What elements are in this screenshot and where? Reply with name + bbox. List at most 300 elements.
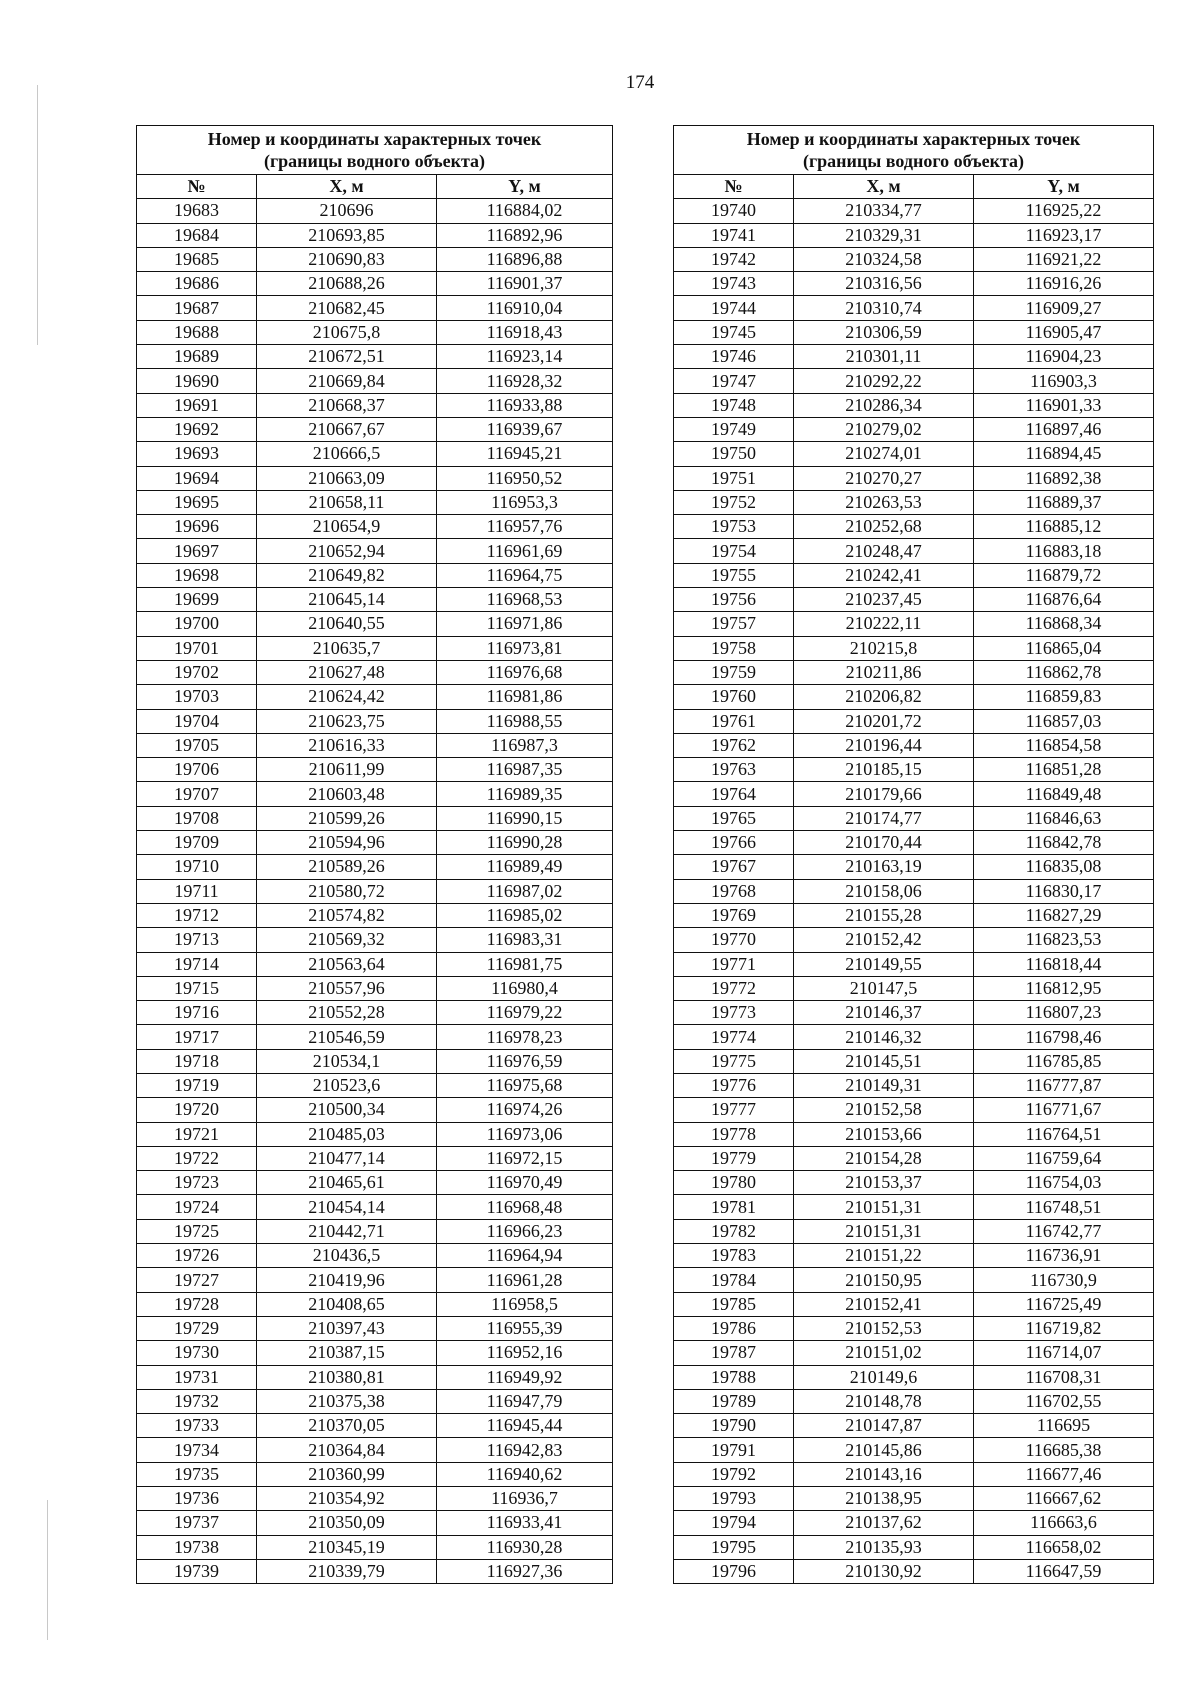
y-coordinate-cell: 116695 [974, 1414, 1154, 1438]
y-coordinate-cell: 116771,67 [974, 1098, 1154, 1122]
point-number-cell: 19692 [137, 417, 257, 441]
y-coordinate-cell: 116928,32 [437, 369, 613, 393]
y-coordinate-cell: 116714,07 [974, 1341, 1154, 1365]
point-number-cell: 19771 [674, 952, 794, 976]
table-row [674, 1195, 1154, 1219]
point-number-cell: 19753 [674, 515, 794, 539]
column-header-y: Y, м [974, 175, 1154, 199]
point-number-cell: 19695 [137, 490, 257, 514]
table-row [137, 442, 613, 466]
y-coordinate-cell: 116947,79 [437, 1389, 613, 1413]
x-coordinate-cell: 210370,05 [257, 1414, 437, 1438]
x-coordinate-cell: 210589,26 [257, 855, 437, 879]
point-number-cell: 19688 [137, 320, 257, 344]
y-coordinate-cell: 116945,21 [437, 442, 613, 466]
x-coordinate-cell: 210477,14 [257, 1146, 437, 1170]
table-row [674, 831, 1154, 855]
y-coordinate-cell: 116854,58 [974, 733, 1154, 757]
point-number-cell: 19698 [137, 563, 257, 587]
x-coordinate-cell: 210237,45 [794, 588, 974, 612]
table-row [674, 1001, 1154, 1025]
table-row [137, 709, 613, 733]
y-coordinate-cell: 116892,96 [437, 223, 613, 247]
y-coordinate-cell: 116971,86 [437, 612, 613, 636]
point-number-cell: 19752 [674, 490, 794, 514]
point-number-cell: 19687 [137, 296, 257, 320]
table-row [137, 223, 613, 247]
x-coordinate-cell: 210594,96 [257, 831, 437, 855]
y-coordinate-cell: 116896,88 [437, 247, 613, 271]
table-row [137, 636, 613, 660]
table-row [137, 1049, 613, 1073]
table-caption [137, 126, 613, 175]
x-coordinate-cell: 210147,5 [794, 976, 974, 1000]
x-coordinate-cell: 210649,82 [257, 563, 437, 587]
x-coordinate-cell: 210185,15 [794, 758, 974, 782]
table-row [137, 758, 613, 782]
y-coordinate-cell: 116985,02 [437, 903, 613, 927]
point-number-cell: 19708 [137, 806, 257, 830]
y-coordinate-cell: 116903,3 [974, 369, 1154, 393]
x-coordinate-cell: 210215,8 [794, 636, 974, 660]
x-coordinate-cell: 210152,58 [794, 1098, 974, 1122]
point-number-cell: 19732 [137, 1389, 257, 1413]
x-coordinate-cell: 210669,84 [257, 369, 437, 393]
point-number-cell: 19793 [674, 1487, 794, 1511]
y-coordinate-cell: 116927,36 [437, 1559, 613, 1583]
x-coordinate-cell: 210152,42 [794, 928, 974, 952]
x-coordinate-cell: 210329,31 [794, 223, 974, 247]
point-number-cell: 19731 [137, 1365, 257, 1389]
x-coordinate-cell: 210546,59 [257, 1025, 437, 1049]
point-number-cell: 19761 [674, 709, 794, 733]
y-coordinate-cell: 116905,47 [974, 320, 1154, 344]
point-number-cell: 19685 [137, 247, 257, 271]
point-number-cell: 19702 [137, 660, 257, 684]
y-coordinate-cell: 116807,23 [974, 1001, 1154, 1025]
y-coordinate-cell: 116981,86 [437, 685, 613, 709]
table-row [137, 1219, 613, 1243]
point-number-cell: 19770 [674, 928, 794, 952]
point-number-cell: 19765 [674, 806, 794, 830]
y-coordinate-cell: 116974,26 [437, 1098, 613, 1122]
table-row [137, 1025, 613, 1049]
point-number-cell: 19789 [674, 1389, 794, 1413]
x-coordinate-cell: 210147,87 [794, 1414, 974, 1438]
caption-line-2: (границы водного объекта) [263, 151, 486, 171]
x-coordinate-cell: 210274,01 [794, 442, 974, 466]
column-header-y: Y, м [437, 175, 613, 199]
table-row [137, 879, 613, 903]
x-coordinate-cell: 210179,66 [794, 782, 974, 806]
y-coordinate-cell: 116901,37 [437, 272, 613, 296]
point-number-cell: 19783 [674, 1244, 794, 1268]
x-coordinate-cell: 210696 [257, 199, 437, 223]
y-coordinate-cell: 116862,78 [974, 660, 1154, 684]
y-coordinate-cell: 116966,23 [437, 1219, 613, 1243]
table-row [137, 272, 613, 296]
caption-line-1: Номер и координаты характерных точек [746, 129, 1081, 149]
y-coordinate-cell: 116812,95 [974, 976, 1154, 1000]
point-number-cell: 19779 [674, 1146, 794, 1170]
x-coordinate-cell: 210623,75 [257, 709, 437, 733]
x-coordinate-cell: 210301,11 [794, 345, 974, 369]
x-coordinate-cell: 210252,68 [794, 515, 974, 539]
table-row [137, 1001, 613, 1025]
y-coordinate-cell: 116953,3 [437, 490, 613, 514]
point-number-cell: 19684 [137, 223, 257, 247]
table-row [674, 369, 1154, 393]
point-number-cell: 19772 [674, 976, 794, 1000]
x-coordinate-cell: 210485,03 [257, 1122, 437, 1146]
x-coordinate-cell: 210397,43 [257, 1316, 437, 1340]
y-coordinate-cell: 116949,92 [437, 1365, 613, 1389]
x-coordinate-cell: 210654,9 [257, 515, 437, 539]
table-row [674, 952, 1154, 976]
x-coordinate-cell: 210624,42 [257, 685, 437, 709]
page-number: 174 [625, 72, 655, 93]
table-row [137, 928, 613, 952]
y-coordinate-cell: 116857,03 [974, 709, 1154, 733]
table-row [674, 685, 1154, 709]
y-coordinate-cell: 116785,85 [974, 1049, 1154, 1073]
point-number-cell: 19704 [137, 709, 257, 733]
y-coordinate-cell: 116677,46 [974, 1462, 1154, 1486]
y-coordinate-cell: 116973,06 [437, 1122, 613, 1146]
point-number-cell: 19689 [137, 345, 257, 369]
point-number-cell: 19751 [674, 466, 794, 490]
point-number-cell: 19767 [674, 855, 794, 879]
table-row [137, 1244, 613, 1268]
point-number-cell: 19760 [674, 685, 794, 709]
x-coordinate-cell: 210263,53 [794, 490, 974, 514]
table-row [674, 588, 1154, 612]
point-number-cell: 19774 [674, 1025, 794, 1049]
x-coordinate-cell: 210174,77 [794, 806, 974, 830]
y-coordinate-cell: 116685,38 [974, 1438, 1154, 1462]
table-body [137, 199, 613, 1584]
x-coordinate-cell: 210151,31 [794, 1195, 974, 1219]
point-number-cell: 19758 [674, 636, 794, 660]
x-coordinate-cell: 210557,96 [257, 976, 437, 1000]
y-coordinate-cell: 116933,88 [437, 393, 613, 417]
y-coordinate-cell: 116987,02 [437, 879, 613, 903]
y-coordinate-cell: 116955,39 [437, 1316, 613, 1340]
point-number-cell: 19735 [137, 1462, 257, 1486]
x-coordinate-cell: 210292,22 [794, 369, 974, 393]
point-number-cell: 19693 [137, 442, 257, 466]
table-row [674, 247, 1154, 271]
point-number-cell: 19754 [674, 539, 794, 563]
x-coordinate-cell: 210310,74 [794, 296, 974, 320]
point-number-cell: 19715 [137, 976, 257, 1000]
point-number-cell: 19790 [674, 1414, 794, 1438]
point-number-cell: 19747 [674, 369, 794, 393]
y-coordinate-cell: 116876,64 [974, 588, 1154, 612]
table-row [674, 879, 1154, 903]
table-row [674, 636, 1154, 660]
x-coordinate-cell: 210148,78 [794, 1389, 974, 1413]
x-coordinate-cell: 210675,8 [257, 320, 437, 344]
table-row [137, 417, 613, 441]
x-coordinate-cell: 210339,79 [257, 1559, 437, 1583]
point-number-cell: 19778 [674, 1122, 794, 1146]
y-coordinate-cell: 116842,78 [974, 831, 1154, 855]
x-coordinate-cell: 210645,14 [257, 588, 437, 612]
x-coordinate-cell: 210552,28 [257, 1001, 437, 1025]
point-number-cell: 19710 [137, 855, 257, 879]
y-coordinate-cell: 116725,49 [974, 1292, 1154, 1316]
point-number-cell: 19729 [137, 1316, 257, 1340]
x-coordinate-cell: 210627,48 [257, 660, 437, 684]
caption-line-2: (границы водного объекта) [802, 151, 1025, 171]
table-row [674, 976, 1154, 1000]
x-coordinate-cell: 210534,1 [257, 1049, 437, 1073]
point-number-cell: 19722 [137, 1146, 257, 1170]
x-coordinate-cell: 210580,72 [257, 879, 437, 903]
table-row [137, 1341, 613, 1365]
x-coordinate-cell: 210658,11 [257, 490, 437, 514]
point-number-cell: 19766 [674, 831, 794, 855]
table-row [137, 393, 613, 417]
point-number-cell: 19750 [674, 442, 794, 466]
point-number-cell: 19726 [137, 1244, 257, 1268]
y-coordinate-cell: 116910,04 [437, 296, 613, 320]
y-coordinate-cell: 116968,53 [437, 588, 613, 612]
y-coordinate-cell: 116859,83 [974, 685, 1154, 709]
y-coordinate-cell: 116979,22 [437, 1001, 613, 1025]
x-coordinate-cell: 210248,47 [794, 539, 974, 563]
x-coordinate-cell: 210599,26 [257, 806, 437, 830]
table-row [137, 1098, 613, 1122]
x-coordinate-cell: 210145,86 [794, 1438, 974, 1462]
y-coordinate-cell: 116889,37 [974, 490, 1154, 514]
x-coordinate-cell: 210146,37 [794, 1001, 974, 1025]
y-coordinate-cell: 116764,51 [974, 1122, 1154, 1146]
y-coordinate-cell: 116990,28 [437, 831, 613, 855]
table-row [674, 1316, 1154, 1340]
y-coordinate-cell: 116950,52 [437, 466, 613, 490]
x-coordinate-cell: 210663,09 [257, 466, 437, 490]
table-row [137, 1559, 613, 1583]
point-number-cell: 19721 [137, 1122, 257, 1146]
x-coordinate-cell: 210149,31 [794, 1073, 974, 1097]
x-coordinate-cell: 210306,59 [794, 320, 974, 344]
y-coordinate-cell: 116957,76 [437, 515, 613, 539]
point-number-cell: 19759 [674, 660, 794, 684]
table-row [674, 1171, 1154, 1195]
table-row [137, 1487, 613, 1511]
x-coordinate-cell: 210196,44 [794, 733, 974, 757]
y-coordinate-cell: 116868,34 [974, 612, 1154, 636]
table-row [137, 1073, 613, 1097]
y-coordinate-cell: 116975,68 [437, 1073, 613, 1097]
table-row [674, 1511, 1154, 1535]
table-row [137, 247, 613, 271]
table-row [137, 515, 613, 539]
point-number-cell: 19696 [137, 515, 257, 539]
y-coordinate-cell: 116754,03 [974, 1171, 1154, 1195]
table-body [674, 199, 1154, 1584]
y-coordinate-cell: 116883,18 [974, 539, 1154, 563]
y-coordinate-cell: 116987,35 [437, 758, 613, 782]
x-coordinate-cell: 210652,94 [257, 539, 437, 563]
point-number-cell: 19782 [674, 1219, 794, 1243]
x-coordinate-cell: 210316,56 [794, 272, 974, 296]
x-coordinate-cell: 210242,41 [794, 563, 974, 587]
table-row [137, 539, 613, 563]
caption-line-1: Номер и координаты характерных точек [207, 129, 542, 149]
y-coordinate-cell: 116976,59 [437, 1049, 613, 1073]
point-number-cell: 19701 [137, 636, 257, 660]
x-coordinate-cell: 210150,95 [794, 1268, 974, 1292]
y-coordinate-cell: 116933,41 [437, 1511, 613, 1535]
y-coordinate-cell: 116964,94 [437, 1244, 613, 1268]
table-row [137, 660, 613, 684]
table-row [137, 976, 613, 1000]
x-coordinate-cell: 210442,71 [257, 1219, 437, 1243]
point-number-cell: 19775 [674, 1049, 794, 1073]
y-coordinate-cell: 116667,62 [974, 1487, 1154, 1511]
table-row [674, 442, 1154, 466]
table-row [137, 1146, 613, 1170]
table-row [137, 1511, 613, 1535]
x-coordinate-cell: 210563,64 [257, 952, 437, 976]
x-coordinate-cell: 210603,48 [257, 782, 437, 806]
table-row [674, 223, 1154, 247]
table-row [674, 515, 1154, 539]
x-coordinate-cell: 210334,77 [794, 199, 974, 223]
x-coordinate-cell: 210279,02 [794, 417, 974, 441]
x-coordinate-cell: 210151,22 [794, 1244, 974, 1268]
point-number-cell: 19724 [137, 1195, 257, 1219]
point-number-cell: 19762 [674, 733, 794, 757]
x-coordinate-cell: 210130,92 [794, 1559, 974, 1583]
table-row [137, 685, 613, 709]
y-coordinate-cell: 116939,67 [437, 417, 613, 441]
point-number-cell: 19733 [137, 1414, 257, 1438]
point-number-cell: 19769 [674, 903, 794, 927]
point-number-cell: 19791 [674, 1438, 794, 1462]
x-coordinate-cell: 210211,86 [794, 660, 974, 684]
y-coordinate-cell: 116897,46 [974, 417, 1154, 441]
x-coordinate-cell: 210574,82 [257, 903, 437, 927]
y-coordinate-cell: 116846,63 [974, 806, 1154, 830]
x-coordinate-cell: 210149,55 [794, 952, 974, 976]
x-coordinate-cell: 210635,7 [257, 636, 437, 660]
point-number-cell: 19763 [674, 758, 794, 782]
x-coordinate-cell: 210155,28 [794, 903, 974, 927]
point-number-cell: 19691 [137, 393, 257, 417]
y-coordinate-cell: 116961,28 [437, 1268, 613, 1292]
table-row [137, 1268, 613, 1292]
x-coordinate-cell: 210158,06 [794, 879, 974, 903]
y-coordinate-cell: 116989,49 [437, 855, 613, 879]
x-coordinate-cell: 210364,84 [257, 1438, 437, 1462]
table-row [674, 1244, 1154, 1268]
table-row [674, 903, 1154, 927]
table-row [137, 903, 613, 927]
point-number-cell: 19703 [137, 685, 257, 709]
point-number-cell: 19725 [137, 1219, 257, 1243]
x-coordinate-cell: 210693,85 [257, 223, 437, 247]
y-coordinate-cell: 116879,72 [974, 563, 1154, 587]
x-coordinate-cell: 210682,45 [257, 296, 437, 320]
point-number-cell: 19741 [674, 223, 794, 247]
y-coordinate-cell: 116777,87 [974, 1073, 1154, 1097]
y-coordinate-cell: 116708,31 [974, 1365, 1154, 1389]
y-coordinate-cell: 116730,9 [974, 1268, 1154, 1292]
y-coordinate-cell: 116884,02 [437, 199, 613, 223]
x-coordinate-cell: 210380,81 [257, 1365, 437, 1389]
y-coordinate-cell: 116958,5 [437, 1292, 613, 1316]
x-coordinate-cell: 210145,51 [794, 1049, 974, 1073]
y-coordinate-cell: 116865,04 [974, 636, 1154, 660]
y-coordinate-cell: 116663,6 [974, 1511, 1154, 1535]
point-number-cell: 19694 [137, 466, 257, 490]
x-coordinate-cell: 210523,6 [257, 1073, 437, 1097]
point-number-cell: 19745 [674, 320, 794, 344]
y-coordinate-cell: 116742,77 [974, 1219, 1154, 1243]
point-number-cell: 19781 [674, 1195, 794, 1219]
table-row [137, 345, 613, 369]
point-number-cell: 19730 [137, 1341, 257, 1365]
point-number-cell: 19719 [137, 1073, 257, 1097]
point-number-cell: 19740 [674, 199, 794, 223]
x-coordinate-cell: 210151,31 [794, 1219, 974, 1243]
point-number-cell: 19700 [137, 612, 257, 636]
point-number-cell: 19743 [674, 272, 794, 296]
table-row [674, 928, 1154, 952]
point-number-cell: 19755 [674, 563, 794, 587]
point-number-cell: 19690 [137, 369, 257, 393]
x-coordinate-cell: 210151,02 [794, 1341, 974, 1365]
y-coordinate-cell: 116719,82 [974, 1316, 1154, 1340]
x-coordinate-cell: 210149,6 [794, 1365, 974, 1389]
x-coordinate-cell: 210345,19 [257, 1535, 437, 1559]
table-row [674, 539, 1154, 563]
x-coordinate-cell: 210135,93 [794, 1535, 974, 1559]
point-number-cell: 19686 [137, 272, 257, 296]
y-coordinate-cell: 116989,35 [437, 782, 613, 806]
x-coordinate-cell: 210668,37 [257, 393, 437, 417]
y-coordinate-cell: 116976,68 [437, 660, 613, 684]
table-row [674, 1535, 1154, 1559]
y-coordinate-cell: 116827,29 [974, 903, 1154, 927]
x-coordinate-cell: 210206,82 [794, 685, 974, 709]
x-coordinate-cell: 210153,37 [794, 1171, 974, 1195]
y-coordinate-cell: 116972,15 [437, 1146, 613, 1170]
point-number-cell: 19784 [674, 1268, 794, 1292]
x-coordinate-cell: 210201,72 [794, 709, 974, 733]
x-coordinate-cell: 210143,16 [794, 1462, 974, 1486]
table-row [674, 782, 1154, 806]
x-coordinate-cell: 210170,44 [794, 831, 974, 855]
point-number-cell: 19794 [674, 1511, 794, 1535]
table-row [674, 1438, 1154, 1462]
table-row [137, 1535, 613, 1559]
table-row [137, 199, 613, 223]
table-row [137, 1171, 613, 1195]
column-header-number: № [674, 175, 794, 199]
y-coordinate-cell: 116647,59 [974, 1559, 1154, 1583]
point-number-cell: 19709 [137, 831, 257, 855]
x-coordinate-cell: 210465,61 [257, 1171, 437, 1195]
x-coordinate-cell: 210152,53 [794, 1316, 974, 1340]
x-coordinate-cell: 210152,41 [794, 1292, 974, 1316]
point-number-cell: 19768 [674, 879, 794, 903]
x-coordinate-cell: 210690,83 [257, 247, 437, 271]
